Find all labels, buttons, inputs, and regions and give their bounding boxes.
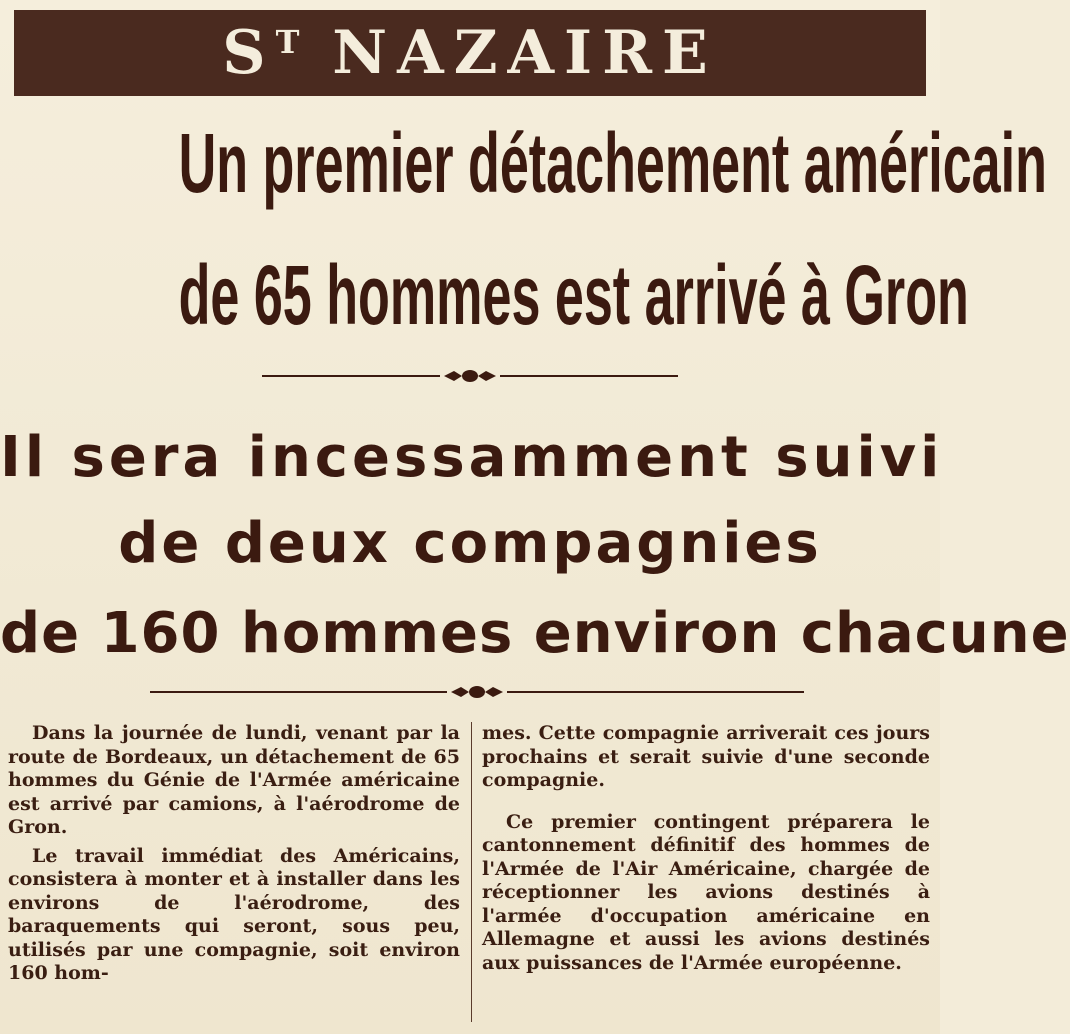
divider-rule <box>262 375 440 377</box>
ornament-divider-2 <box>150 684 804 700</box>
divider-ornament-icon <box>440 368 500 384</box>
masthead-prefix-sup: T <box>275 23 302 61</box>
masthead-city: NAZAIRE <box>301 18 718 88</box>
article-paragraph: Dans la journée de lundi, venant par la route de Bordeaux, un détachement de 65 hommes du Génie de l'Armée américaine est arrivé par camions, à l'aérodrome de Gron. <box>8 722 460 838</box>
subheadline-line-1: Il sera incessamment suivi <box>0 425 944 490</box>
article-paragraph: Le travail immédiat des Américains, consistera à monter et à installer dans les environs de l'aérodrome, des baraquements qui seront, sous peu, utilisés par une compagnie, soit environ 160 hom- <box>8 844 460 984</box>
subheadline-line-3: de 160 hommes environ chacune <box>0 601 1070 666</box>
masthead-banner <box>14 10 926 96</box>
divider-rule <box>507 691 804 693</box>
masthead-prefix: S <box>222 18 276 88</box>
headline-line-1: Un premier détachement américain <box>178 116 1047 210</box>
article-paragraph: Ce premier contingent préparera le cantonnement définitif des hommes de l'Armée de l'Air Américaine, chargée de réceptionner les avions destinés à l'armée d'occupation américaine en Allemagne et aussi les avions destinés aux puissances de l'Armée européenne. <box>482 810 930 974</box>
article-column-left <box>8 722 460 986</box>
divider-rule <box>500 375 678 377</box>
article-paragraph: mes. Cette compagnie arriverait ces jours prochains et serait suivie d'une seconde compagnie. <box>482 722 930 791</box>
article-column-right <box>482 722 930 975</box>
masthead-title <box>222 18 718 88</box>
ornament-divider-1 <box>262 368 678 384</box>
subheadline-line-2: de deux compagnies <box>118 511 822 576</box>
column-separator <box>471 722 472 1022</box>
divider-ornament-icon <box>447 684 507 700</box>
headline-line-2: de 65 hommes est arrivé à Gron <box>178 248 969 342</box>
divider-rule <box>150 691 447 693</box>
